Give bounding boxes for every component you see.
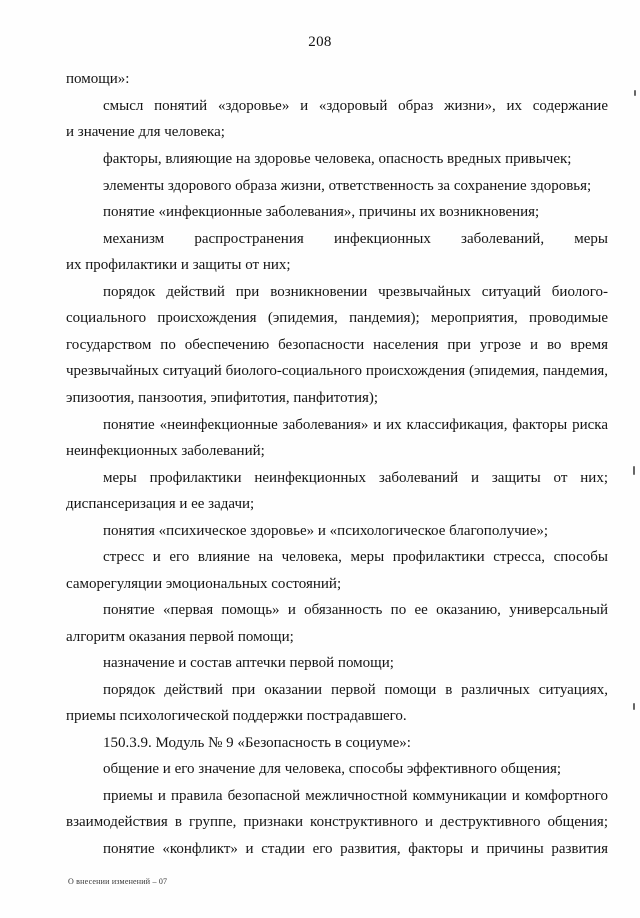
text-line: порядок действий при оказании первой помощи в различных ситуациях, bbox=[103, 682, 608, 698]
text-line: понятие «первая помощь» и обязанность по ее оказанию, универсальный bbox=[103, 602, 608, 618]
text-line: механизм распространения инфекционных заболеваний, меры bbox=[103, 231, 608, 247]
text-line: меры профилактики неинфекционных заболеваний и защиты от них; bbox=[103, 470, 608, 486]
text-line: помощи»: bbox=[66, 71, 130, 87]
text-line: чрезвычайных ситуаций биолого-социального происхождения (эпидемия, пандемия, bbox=[66, 363, 608, 379]
text-line: приемы психологической поддержки пострадавшего. bbox=[66, 708, 407, 724]
scan-speck bbox=[633, 466, 635, 475]
text-line: факторы, влияющие на здоровье человека, опасность вредных привычек; bbox=[103, 151, 572, 167]
scan-speck bbox=[634, 90, 636, 96]
text-line: саморегуляции эмоциональных состояний; bbox=[66, 576, 342, 592]
text-line: порядок действий при возникновении чрезвычайных ситуаций биолого- bbox=[103, 284, 608, 300]
text-line: социального происхождения (эпидемия, пандемия); мероприятия, проводимые bbox=[66, 310, 608, 326]
text-line: стресс и его влияние на человека, меры профилактики стресса, способы bbox=[103, 549, 608, 565]
text-line: неинфекционных заболеваний; bbox=[66, 443, 265, 459]
text-line: их профилактики и защиты от них; bbox=[66, 257, 291, 273]
scan-speck bbox=[633, 703, 635, 710]
text-line: диспансеризация и ее задачи; bbox=[66, 496, 255, 512]
text-line: назначение и состав аптечки первой помощи; bbox=[103, 655, 394, 671]
text-line: взаимодействия в группе, признаки конструктивного и деструктивного общения; bbox=[66, 814, 608, 830]
text-line: государством по обеспечению безопасности населения при угрозе и во время bbox=[66, 337, 608, 353]
text-line: смысл понятий «здоровье» и «здоровый образ жизни», их содержание bbox=[103, 98, 608, 114]
text-line: общение и его значение для человека, способы эффективного общения; bbox=[103, 761, 562, 777]
text-line: понятие «инфекционные заболевания», причины их возникновения; bbox=[103, 204, 540, 220]
page-number: 208 bbox=[308, 34, 332, 50]
text-line: и значение для человека; bbox=[66, 124, 225, 140]
text-line: понятие «неинфекционные заболевания» и их классификация, факторы риска bbox=[103, 417, 608, 433]
text-line: приемы и правила безопасной межличностной коммуникации и комфортного bbox=[103, 788, 608, 804]
text-line: алгоритм оказания первой помощи; bbox=[66, 629, 294, 645]
text-line: элементы здорового образа жизни, ответственность за сохранение здоровья; bbox=[103, 178, 592, 194]
footer-note: О внесении изменений – 07 bbox=[68, 877, 168, 886]
text-line: эпизоотия, панзоотия, эпифитотия, панфитотия); bbox=[66, 390, 379, 406]
text-line: понятия «психическое здоровье» и «психологическое благополучие»; bbox=[103, 523, 549, 539]
text-line: понятие «конфликт» и стадии его развития, факторы и причины развития bbox=[103, 841, 608, 857]
text-line: 150.3.9. Модуль № 9 «Безопасность в социуме»: bbox=[103, 735, 411, 751]
